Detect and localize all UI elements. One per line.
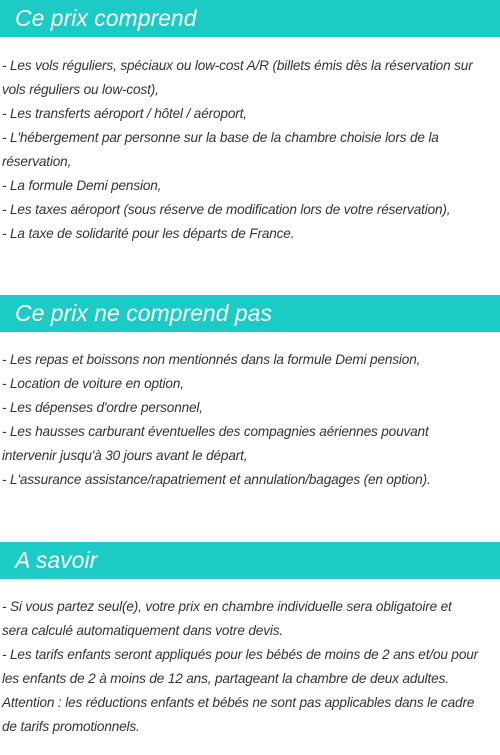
list-item: - Les dépenses d'ordre personnel, (2, 400, 203, 415)
section-heading-price-excludes: Ce prix ne comprend pas (0, 295, 500, 332)
list-item: - Les vols réguliers, spéciaux ou low-cost A/R (billets émis dès la réservation sur (2, 58, 473, 73)
list-item: Attention : les réductions enfants et bébés ne sont pas applicables dans le cadre (2, 695, 475, 710)
section-heading-good-to-know: A savoir (0, 542, 500, 579)
list-item: - Les repas et boissons non mentionnés dans la formule Demi pension, (2, 352, 421, 367)
price-excludes-list (0, 348, 500, 492)
list-item: vols réguliers ou low-cost), (2, 82, 159, 97)
list-item: - L'hébergement par personne sur la base de la chambre choisie lors de la (2, 130, 439, 145)
price-includes-list (0, 54, 500, 246)
list-item: - La formule Demi pension, (2, 178, 162, 193)
list-item: intervenir jusqu'à 30 jours avant le départ, (2, 448, 248, 463)
list-item: - La taxe de solidarité pour les départs de France. (2, 226, 295, 241)
list-item: les enfants de 2 à moins de 12 ans, partageant la chambre de deux adultes. (2, 671, 449, 686)
list-item: - Les taxes aéroport (sous réserve de modification lors de votre réservation), (2, 202, 451, 217)
list-item: - Si vous partez seul(e), votre prix en chambre individuelle sera obligatoire et (2, 599, 452, 614)
section-good-to-know (0, 542, 500, 739)
list-item: de tarifs promotionnels. (2, 719, 140, 734)
list-item: réservation, (2, 154, 72, 169)
good-to-know-list (0, 595, 500, 739)
list-item: sera calculé automatiquement dans votre devis. (2, 623, 283, 638)
list-item: - Location de voiture en option, (2, 376, 184, 391)
section-price-excludes (0, 295, 500, 492)
list-item: - L'assurance assistance/rapatriement et annulation/bagages (en option). (2, 472, 431, 487)
section-price-includes (0, 0, 500, 246)
list-item: - Les transferts aéroport / hôtel / aéroport, (2, 106, 247, 121)
list-item: - Les tarifs enfants seront appliqués pour les bébés de moins de 2 ans et/ou pour (2, 647, 479, 662)
section-heading-price-includes: Ce prix comprend (0, 0, 500, 37)
list-item: - Les hausses carburant éventuelles des compagnies aériennes pouvant (2, 424, 429, 439)
